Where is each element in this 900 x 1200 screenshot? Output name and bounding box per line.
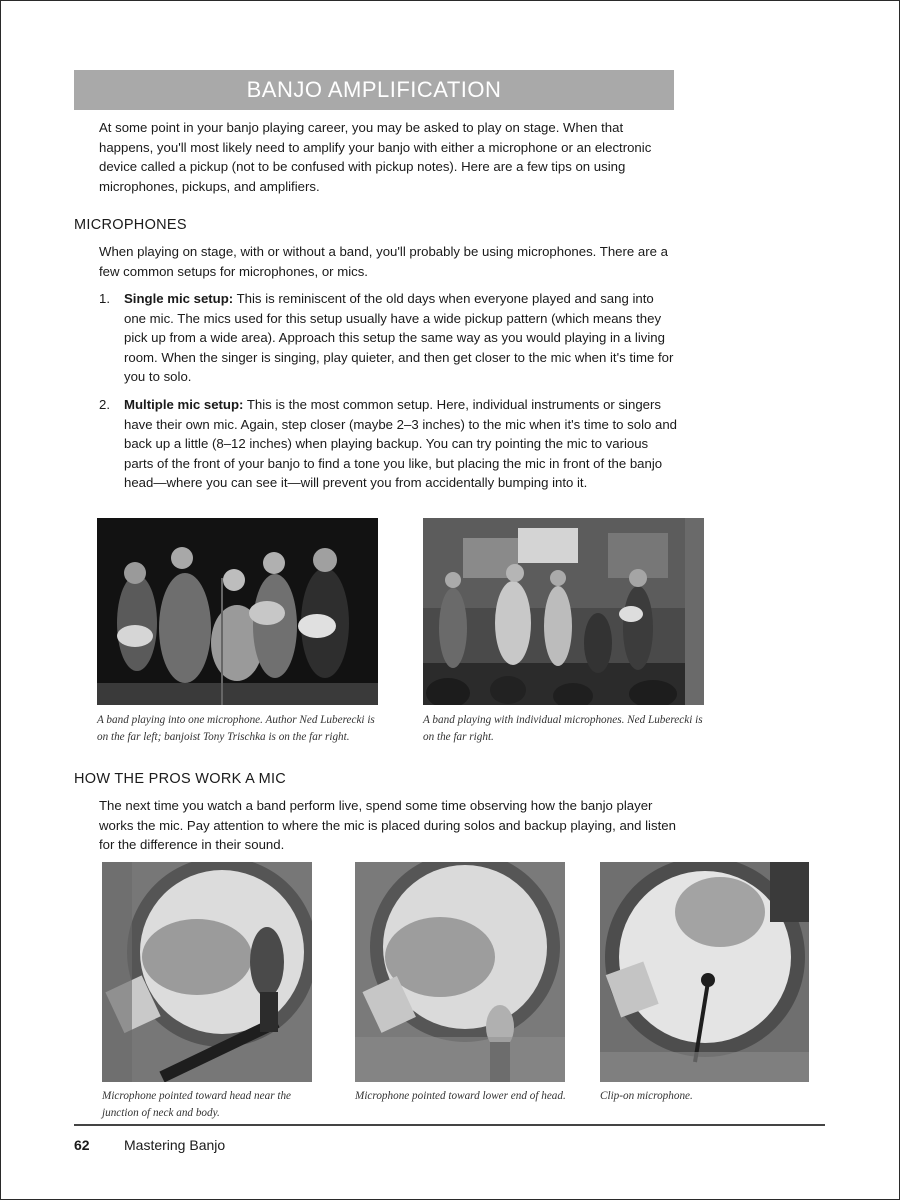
list-item-single-mic — [99, 289, 684, 389]
photo-mic-near-neck — [102, 862, 312, 1082]
page-number: 62 — [74, 1137, 90, 1153]
intro-paragraph: At some point in your banjo playing career, you may be asked to play on stage. When that happens, you'll most likely need to amplify your banjo with either a microphone or an electronic device called a pickup (not to be confused with pickup notes). Here are a few tips on using microphones, pickups, and amplifiers. — [99, 120, 652, 194]
photo-single-mic-band — [97, 518, 378, 705]
list-item-body — [124, 289, 679, 387]
list-number: 2. — [99, 397, 110, 412]
list-number: 1. — [99, 291, 110, 306]
list-item-label: Single mic setup: — [124, 291, 234, 306]
photo-clip-on-mic — [600, 862, 809, 1082]
photo-multiple-mic-band — [423, 518, 704, 705]
list-item-body — [124, 395, 679, 493]
caption-single-mic: A band playing into one microphone. Author Ned Luberecki is on the far left; banjoist Tony Trischka is on the far right. — [97, 714, 375, 743]
microphones-paragraph: When playing on stage, with or without a band, you'll probably be using microphones. There are a few common setups for microphones, or mics. — [99, 244, 668, 279]
photo-mic-lower-head — [355, 862, 565, 1082]
pros-paragraph: The next time you watch a band perform live, spend some time observing how the banjo player works the mic. Pay attention to where the mic is placed during solos and backup playing, and listen for the difference in their sound. — [99, 798, 676, 853]
book-title: Mastering Banjo — [124, 1137, 226, 1153]
section-title: BANJO AMPLIFICATION — [74, 70, 674, 110]
pros-heading: HOW THE PROS WORK A MIC — [74, 771, 287, 787]
list-item-multiple-mic — [99, 395, 684, 515]
list-item-text: This is reminiscent of the old days when everyone played and sang into one mic. The mics used for this setup usually have a wide pickup pattern (which means they pick up from a wide area). Approach this setup the same way as you would playing in a living room. When the singer is singing, play quieter, and then get closer to the mic when it's time for you to solo. — [124, 291, 674, 385]
caption-clip-on: Clip-on microphone. — [600, 1090, 693, 1102]
list-item-label: Multiple mic setup: — [124, 397, 244, 412]
caption-lower-head: Microphone pointed toward lower end of head. — [355, 1090, 566, 1102]
footer-rule — [74, 1124, 825, 1126]
caption-near-neck: Microphone pointed toward head near the junction of neck and body. — [102, 1090, 292, 1119]
list-item-text: This is the most common setup. Here, individual instruments or singers have their own mic. Again, step closer (maybe 2–3 inches) to the mic when it's time to solo and back up a little (8–12 inches) when playing backup. You can try pointing the mic to various parts of the front of your banjo to find a tone you like, but placing the mic in front of the banjo head—where you can see it—will prevent you from accidentally bumping into it. — [124, 397, 677, 491]
caption-multiple-mic: A band playing with individual microphones. Ned Luberecki is on the far right. — [423, 714, 703, 743]
microphones-heading: MICROPHONES — [74, 217, 187, 233]
